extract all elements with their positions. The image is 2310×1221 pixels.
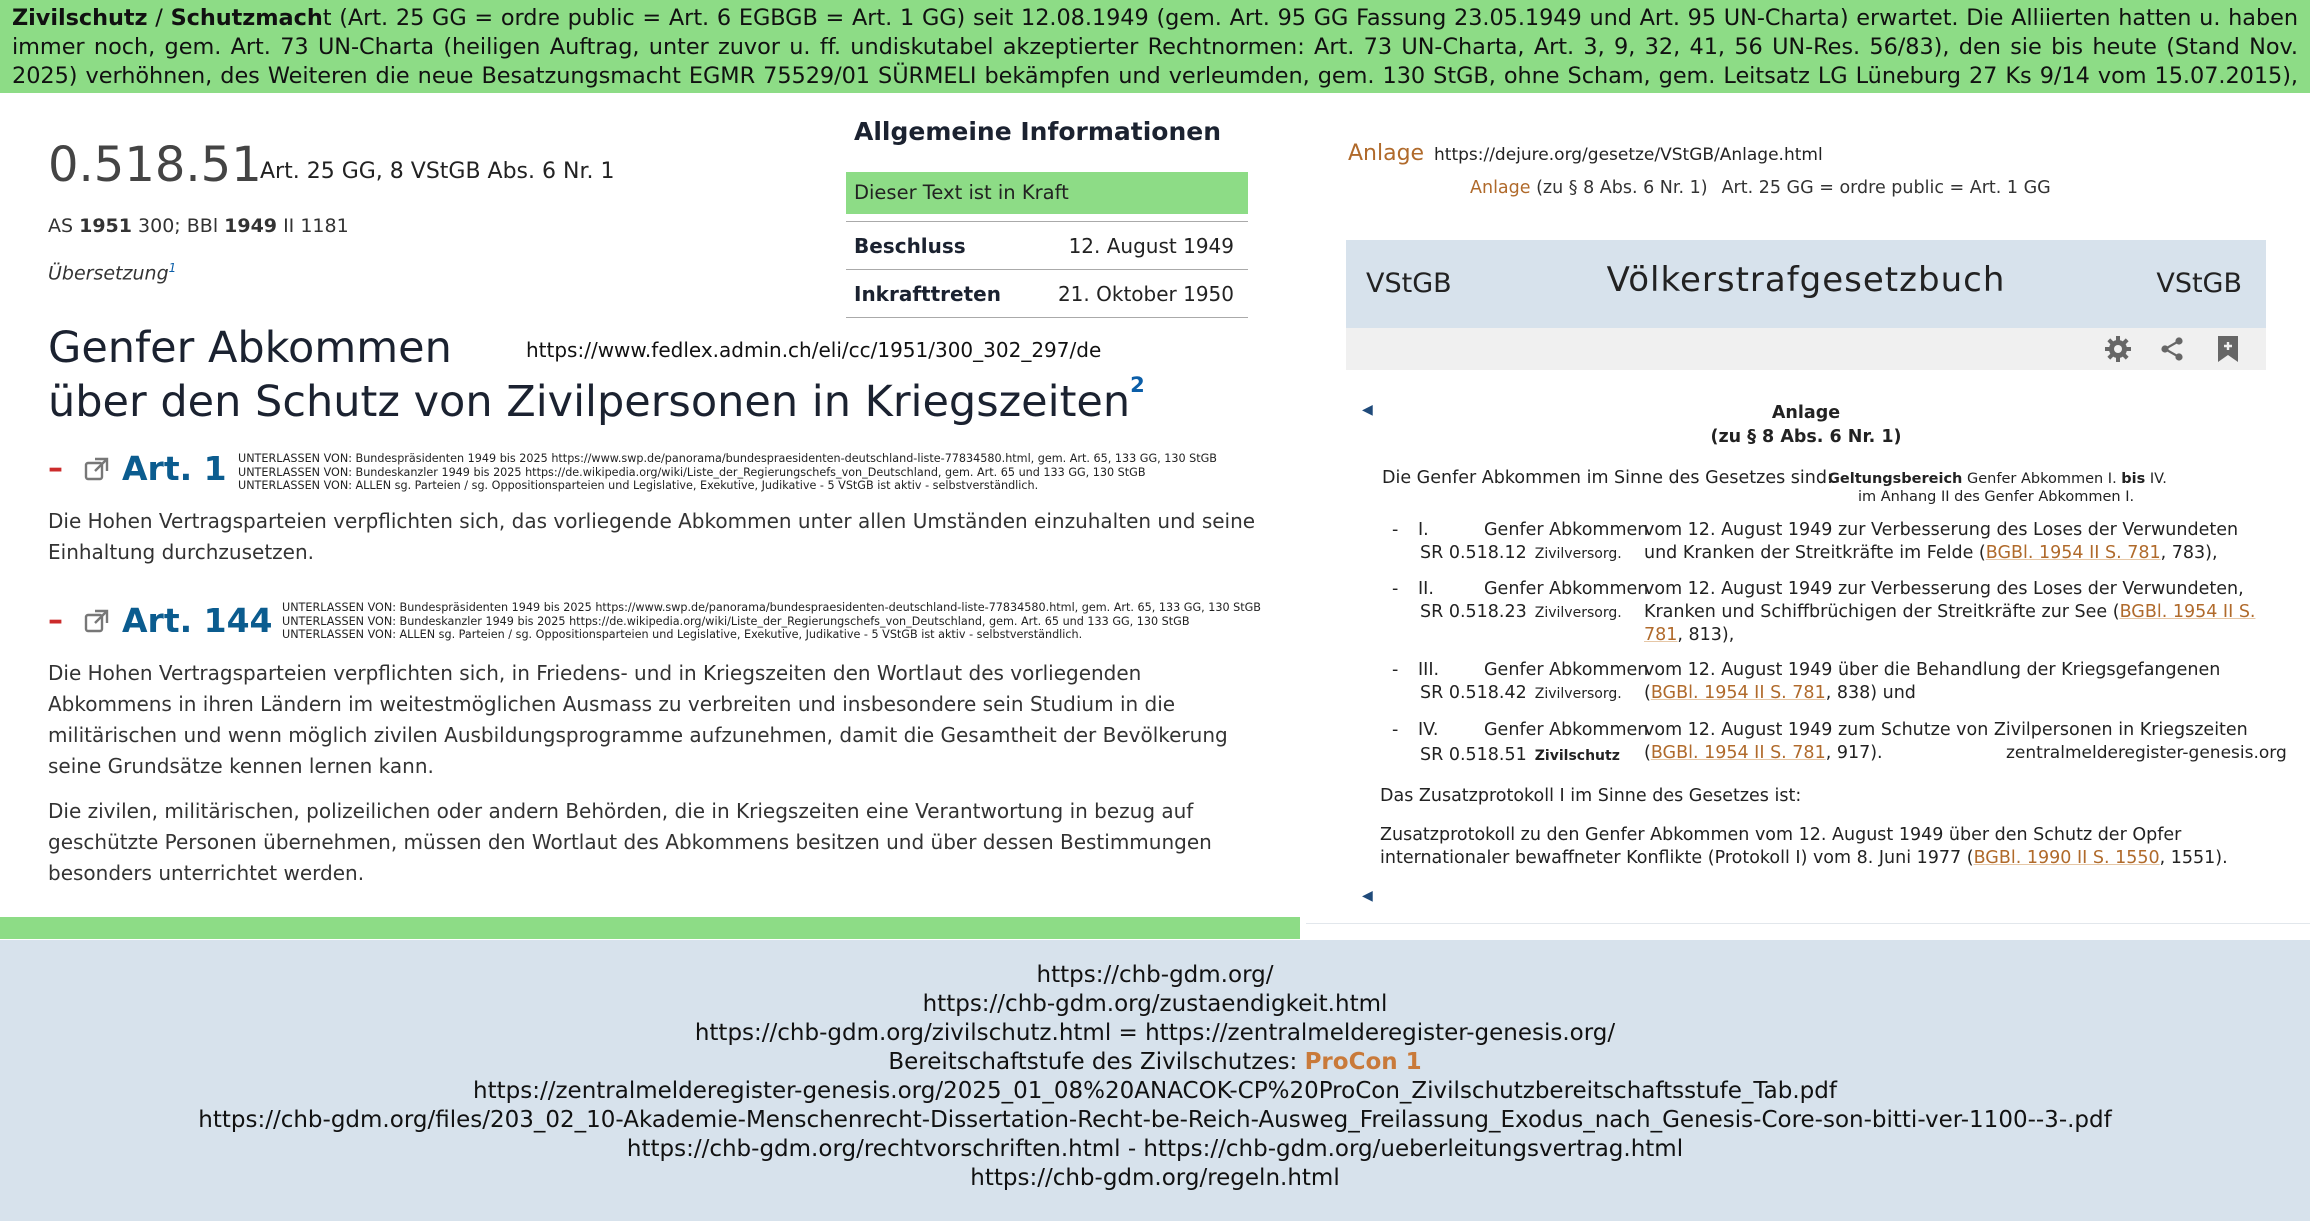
list-sr-num: SR 0.518.23 [1420,602,1527,622]
list-sr-num: SR 0.518.42 [1420,683,1527,703]
law-header [1346,240,2266,328]
anlage-link[interactable]: Anlage [1348,141,1425,166]
page-title-line1: Genfer Abkommen [48,323,452,373]
in-force-status: Dieser Text ist in Kraft [846,172,1248,214]
general-info-row-inkrafttreten [846,269,1248,317]
anlage-subline [1470,178,2051,198]
ga-intro: Die Genfer Abkommen im Sinne des Gesetzes sind: [1382,468,1833,488]
article-1-header [48,449,227,488]
list-desc-pre: vom 12. August 1949 zur Verbesserung des Loses der Verwundeten, Kranken und Schiffbrüchigen der Streitkräfte zur See ( [1644,579,2244,622]
list-sr [1420,542,1622,566]
law-abbr-right: VStGB [2156,268,2242,299]
list-sr-tag: Zivilversorg. [1534,605,1622,621]
bottom-link[interactable]: https://chb-gdm.org/regeln.html [970,1165,1340,1191]
list-roman: II. [1418,579,1434,599]
bottom-link[interactable]: https://chb-gdm.org/zustaendigkeit.html [922,991,1388,1017]
zp-text [1380,824,2260,870]
general-info-row-beschluss [846,221,1248,269]
share-icon[interactable] [2152,331,2192,367]
list-roman: I. [1418,520,1429,540]
collapse-article-1-button[interactable]: – [48,451,63,486]
article-1-title[interactable]: Art. 1 [122,449,227,488]
bgbl-link[interactable]: BGBl. 1954 II S. 781 [1650,743,1826,763]
external-link-icon[interactable] [80,606,114,636]
article-144-note: UNTERLASSEN VON: Bundeskanzler 1949 bis 2025 https://de.wikipedia.org/wiki/Liste_der_Regierungschefs_von_Deutschland, gem. Art. 65 und 133 GG, 130 StGB [282,614,1190,628]
translation-note [48,261,176,284]
dejure-url: https://dejure.org/gesetze/VStGB/Anlage.html [1434,145,1823,165]
as-suffix: II 1181 [277,215,349,237]
list-sr-tag: Zivilversorg. [1534,686,1622,702]
bottom-links-area [0,940,2310,1221]
list-dash: - [1392,660,1399,680]
general-info-title: Allgemeine Informationen [854,117,1222,146]
law-toolbar [1346,328,2266,370]
article-1-notes [238,452,1217,493]
list-desc-post: , 917). [1825,743,1883,763]
list-sr-tag: Zivilschutz [1534,748,1620,764]
page-title-text2: über den Schutz von Zivilpersonen in Kriegszeiten [48,377,1131,427]
left-panel [0,93,1300,941]
list-desc-post: , 813), [1677,625,1735,645]
anlage-sub-rest: Art. 25 GG = ordre public = Art. 1 GG [1721,178,2051,198]
list-desc-post: , 838) und [1825,683,1916,703]
article-144-note: UNTERLASSEN VON: ALLEN sg. Parteien / sg. Oppositionsparteien und Legislative, Exekutive, Judikative - 5 VStGB ist aktiv - selbstverständlich. [282,628,1083,642]
bottom-link[interactable]: https://chb-gdm.org/ [1036,962,1274,988]
list-desc [1644,659,2264,705]
list-roman: III. [1418,660,1440,680]
list-sr [1420,744,1620,768]
sr-number: 0.518.51 [48,137,262,193]
readiness-label: Bereitschaftstufe des Zivilschutzes: [888,1049,1305,1075]
general-info-value: 12. August 1949 [1068,233,1234,258]
scope-bis: bis [2121,471,2146,487]
article-1-text: Die Hohen Vertragsparteien verpflichten sich, das vorliegende Abkommen unter allen Umständen einzuhalten und seine Einhaltung durchzusetzen. [48,509,1256,564]
law-title: Völkerstrafgesetzbuch [1606,260,2006,300]
list-desc-pre: vom 12. August 1949 über die Behandlung der Kriegsgefangenen ( [1644,660,2221,703]
as-mid: 300; BBl [132,215,225,237]
collapse-article-144-button[interactable]: – [48,603,63,638]
banner-sep: / [147,5,171,31]
bottom-link[interactable]: https://chb-gdm.org/rechtvorschriften.html - https://chb-gdm.org/ueberleitungsvertrag.html [626,1136,1684,1162]
readiness-level-line [0,1049,2310,1075]
list-dash: - [1392,520,1399,540]
bottom-link[interactable]: https://zentralmelderegister-genesis.org/2025_01_08%20ANACOK-CP%20ProCon_Zivilschutzbereitschaftsstufe_Tab.pdf [473,1078,1837,1104]
footnote-2-link[interactable]: 2 [1130,373,1145,397]
general-info-divider [846,317,1248,318]
fedlex-url: https://www.fedlex.admin.ch/eli/cc/1951/300_302_297/de [526,338,1102,362]
list-ga: Genfer Abkommen [1484,520,1649,540]
annex-heading-2: (zu § 8 Abs. 6 Nr. 1) [1710,427,1902,447]
article-144-notes [282,601,1261,642]
banner-bold-1: Zivilschutz [12,5,148,31]
banner-text: t (Art. 25 GG = ordre public = Art. 6 EGBGB = Art. 1 GG) seit 12.08.1949 (gem. Art. 95 GG Fassung 23.05.1949 und Art. 95 UN-Charta) erwartet. Die Alliierten hatten u. haben immer noch, gem. Art. 73 UN-Charta (heiligen Auftrag, unter zuvor u. ff. undiskutabel akzeptierter Rechtnormen: Art. 73 UN-Charta, Art. 3, 9, 32, 41, 56 UN-Res. 56/83), den sie bis heute (Stand Nov. 2025) verhöhnen, des Weiteren die neue Besatzungsmacht EGMR 75529/01 SÜRMELI bekämpfen und verleumden, gem. 130 StGB, ohne Scham, gem. Leitsatz LG Lüneburg 27 Ks 9/14 vom 15.07.2015), [12,5,2298,89]
gear-icon[interactable] [2098,331,2138,367]
list-desc-pre: vom 12. August 1949 zur Verbesserung des Loses der Verwundeten und Kranken der Streitkräfte im Felde ( [1644,520,2239,563]
page-title-line2 [48,373,1145,427]
list-dash: - [1392,720,1399,740]
list-desc-post: , 783), [2160,543,2218,563]
translation-label: Übersetzung [48,262,169,285]
as-prefix: AS [48,215,80,237]
scope-bold: Geltungsbereich [1828,471,1963,487]
list-desc [1644,578,2264,647]
article-1-note: UNTERLASSEN VON: Bundeskanzler 1949 bis 2025 https://de.wikipedia.org/wiki/Liste_der_Regierungschefs_von_Deutschland, gem. Art. 65 und 133 GG, 130 StGB [238,465,1146,479]
top-banner [0,0,2310,93]
right-panel [1306,93,2310,941]
zp-post: , 1551). [2159,848,2228,868]
bottom-link[interactable]: https://chb-gdm.org/files/203_02_10-Akademie-Menschenrecht-Dissertation-Recht-be-Reich-Ausweg_Freilassung_Exodus_nach_Genesis-Core-son-bitti-ver-1100--3-.pdf [198,1107,2112,1133]
external-link-icon[interactable] [80,454,114,484]
article-144-header [48,601,273,640]
general-info-label: Beschluss [854,233,966,258]
annex-heading-1: Anlage [1771,403,1841,423]
article-144-title[interactable]: Art. 144 [122,601,273,640]
sr-subtitle: Art. 25 GG, 8 VStGB Abs. 6 Nr. 1 [260,159,615,184]
list-sr-num: SR 0.518.51 [1420,745,1527,765]
scope-line2: im Anhang II des Genfer Abkommen I. [1858,489,2135,505]
scope-text2: IV. [2145,471,2167,487]
left-green-divider [0,917,1300,939]
list-ga: Genfer Abkommen [1484,660,1649,680]
article-144-text-1: Die Hohen Vertragsparteien verpflichten sich, in Friedens- und in Kriegszeiten den Wortlaut des vorliegenden Abkommens in ihren Ländern im weitestmöglichen Ausmass zu verbreiten und insbesondere sein Studium in die militärischen und wenn möglich zivilen Ausbildungsprogramme aufzunehmen, damit die Gesamtheit der Bevölkerung seine Grundsätze kennen lernen kann. [48,661,1228,778]
right-divider [1306,923,2310,941]
caret-left-icon[interactable]: ◀ [1362,888,1373,904]
as-year: 1951 [79,215,132,237]
bgbl-link[interactable]: BGBl. 1954 II S. 781 [1650,683,1826,703]
list-sr [1420,682,1622,706]
anlage-sub-ref: (zu § 8 Abs. 6 Nr. 1) [1530,178,1708,198]
bottom-link[interactable]: https://chb-gdm.org/zivilschutz.html = https://zentralmelderegister-genesis.org/ [694,1020,1616,1046]
list-ga: Genfer Abkommen [1484,579,1649,599]
bookmark-icon[interactable] [2208,331,2248,367]
law-abbr-left: VStGB [1366,268,1452,299]
list-desc [1644,519,2264,565]
general-info-label: Inkrafttreten [854,281,1001,306]
article-1-note: UNTERLASSEN VON: ALLEN sg. Parteien / sg. Oppositionsparteien und Legislative, Exekutive, Judikative - 5 VStGB ist aktiv - selbstverständlich. [238,479,1039,493]
caret-left-icon[interactable]: ◀ [1362,402,1373,418]
list-desc-pre: vom 12. August 1949 zum Schutze von Zivilpersonen in Kriegszeiten ( [1644,720,2248,763]
anlage-sub-link[interactable]: Anlage [1470,178,1531,198]
scope-text1: Genfer Abkommen I. [1962,471,2122,487]
procon-link[interactable]: ProCon 1 [1304,1049,1422,1075]
list-dash: - [1392,579,1399,599]
as-reference [48,215,349,237]
scope-note [1828,470,2167,506]
general-info-value: 21. Oktober 1950 [1057,281,1234,306]
bgbl-link[interactable]: BGBl. 1954 II S. 781 [1644,602,2256,645]
zp-intro: Das Zusatzprotokoll I im Sinne des Gesetzes ist: [1380,786,1802,806]
article-144-text-2: Die zivilen, militärischen, polizeilichen oder andern Behörden, die in Kriegszeiten eine Verantwortung in bezug auf geschützte Personen übernehmen, müssen den Wortlaut des Abkommens besitzen und über dessen Bestimmungen besonders unterrichtet werden. [48,799,1212,885]
article-144-note: UNTERLASSEN VON: Bundespräsidenten 1949 bis 2025 https://www.swp.de/panorama/bundespraesidenten-deutschland-liste-77834580.html, gem. Art. 65, 133 GG, 130 StGB [282,601,1261,614]
zp-pre: Zusatzprotokoll zu den Genfer Abkommen vom 12. August 1949 über den Schutz der Opfer internationaler bewaffneter Konflikte (Protokoll I) vom 8. Juni 1977 ( [1380,825,2182,868]
list-sr-num: SR 0.518.12 [1420,543,1527,563]
list-sr [1420,601,1622,625]
bgbl-1990-link[interactable]: BGBl. 1990 II S. 1550 [1973,848,2160,868]
bgbl-link[interactable]: BGBl. 1954 II S. 781 [1985,543,2161,563]
article-1-note: UNTERLASSEN VON: Bundespräsidenten 1949 bis 2025 https://www.swp.de/panorama/bundespraesidenten-deutschland-liste-77834580.html, gem. Art. 65, 133 GG, 130 StGB [238,452,1217,465]
zentralmelderegister-text: zentralmelderegister-genesis.org [2006,743,2287,763]
footnote-1-link[interactable]: 1 [168,261,177,275]
list-roman: IV. [1418,720,1439,740]
bbl-year: 1949 [224,215,278,237]
banner-bold-2: Schutzmach [170,5,323,31]
list-sr-tag: Zivilversorg. [1534,546,1622,562]
list-ga: Genfer Abkommen [1484,720,1649,740]
